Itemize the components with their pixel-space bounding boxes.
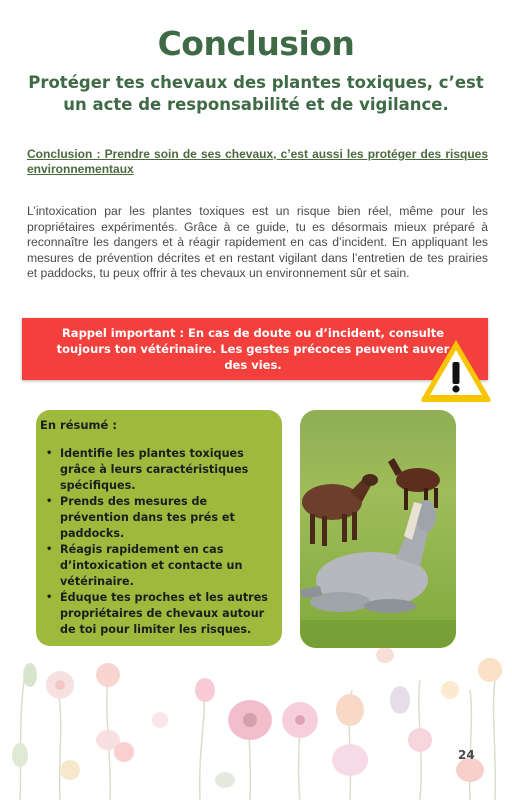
section-heading: Conclusion : Prendre soin de ses chevaux, c’est aussi les protéger des risques environnementaux	[27, 147, 488, 176]
page-title: Conclusion	[157, 24, 355, 63]
alert-text: Rappel important : En cas de doute ou d’incident, consulte toujours ton vétérinaire. Les gestes précoces peuvent auver des vies.	[56, 326, 450, 372]
list-item: • Identifie les plantes toxiques grâce à leurs caractéristiques spécifiques.	[40, 446, 276, 494]
page-subtitle: Protéger tes chevaux des plantes toxiques, c’est un acte de responsabilité et de vigilance.	[28, 73, 484, 114]
list-item: • Prends des mesures de prévention dans tes prés et paddocks.	[40, 494, 276, 542]
summary-title: En résumé :	[40, 418, 117, 432]
list-item: • Éduque tes proches et les autres propriétaires de chevaux autour de toi pour limiter les risques.	[40, 590, 276, 638]
warning-triangle-icon	[418, 336, 494, 404]
page-number: 24	[458, 748, 475, 762]
body-paragraph: L’intoxication par les plantes toxiques est un risque bien réel, même pour les propriétaires expérimentés. Grâce à ce guide, tu es désormais mieux préparé à reconnaître les dangers et à réagir rapidement en cas d’incident. En appliquant les mesures de prévention décrites et en restant vigilant dans l’entretien de tes prairies et paddocks, tu peux offrir à tes chevaux un environnement sûr et sain.	[27, 204, 488, 280]
horses-photo	[300, 410, 456, 648]
summary-list	[40, 446, 276, 638]
list-item: • Réagis rapidement en cas d’intoxication et contacte un vétérinaire.	[40, 542, 276, 590]
